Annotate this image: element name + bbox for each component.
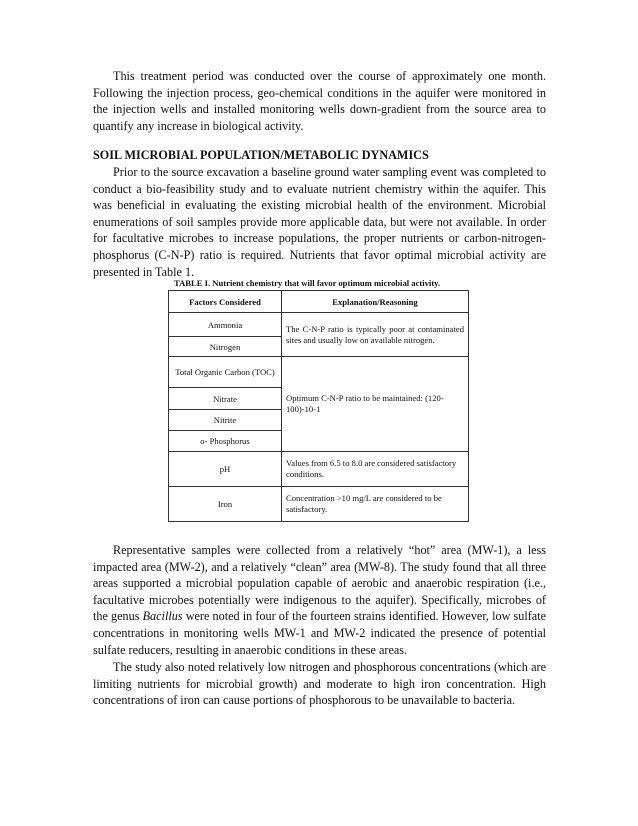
factor-cell: Total Organic Carbon (TOC): [169, 357, 282, 388]
factor-cell: Nitrite: [169, 410, 282, 431]
table-header-factors: Factors Considered: [169, 291, 282, 313]
factor-cell: Ammonia: [169, 313, 282, 337]
table-row: [169, 357, 469, 388]
results-section: [93, 542, 546, 658]
factor-cell: o- Phosphorus: [169, 431, 282, 452]
factor-cell: Iron: [169, 487, 282, 522]
nutrient-table: [168, 290, 469, 522]
genus-name: Bacillus: [142, 609, 183, 624]
section-paragraph: Prior to the source excavation a baseline ground water sampling event was completed to conduct a bio-feasibility study and to evaluate nutrient chemistry within the aquifer. This was beneficial in evaluating the existing microbial health of the environment. Microbial enumerations of soil samples provide more applicable data, but were not available. In order for facultative microbes to increase populations, the proper nutrients or carbon-nitrogen-phosphorus (C-N-P) ratio is required. Nutrients that favor optimal microbial activity are presented in Table 1.: [93, 164, 546, 279]
results-paragraph: [93, 542, 546, 658]
intro-paragraph: This treatment period was conducted over the course of approximately one month. Following the injection process, geo-chemical conditions in the aquifer were monitored in the injection wells and installed monitoring wells down-gradient from the source area to quantify any increase in biological activity.: [93, 69, 546, 133]
table-row: [169, 313, 469, 337]
factor-cell: Nitrate: [169, 388, 282, 410]
results-text-a: Representative samples were collected from a relatively “hot” area (MW-1), a less impacted area (MW-2), and a relatively “clean” area (MW-8). The study found that all three areas supported a microbial population capable of aerobic and anaerobic respiration (i.e., facultative microbes potentially were indigenous to the aquifer). Specifically, microbes of the genus: [93, 543, 546, 624]
table-caption: TABLE I. Nutrient chemistry that will favor optimum microbial activity.: [174, 278, 441, 288]
factor-cell: Nitrogen: [169, 337, 282, 357]
table-header-explanation: Explanation/Reasoning: [282, 291, 469, 313]
explanation-cell: The C-N-P ratio is typically poor at contaminated sites and usually low on available nitrogen.: [282, 313, 469, 357]
table-header-row: [169, 291, 469, 313]
explanation-cell: Values from 6.5 to 8.0 are considered satisfactory conditions.: [282, 452, 469, 487]
table-row: [169, 487, 469, 522]
section-heading: SOIL MICROBIAL POPULATION/METABOLIC DYNAMICS: [93, 148, 429, 163]
explanation-cell: Optimum C-N-P ratio to be maintained: (120-100)-10-1: [282, 357, 469, 452]
results-text-b: were noted in four of the fourteen strains identified. However, low sulfate concentrations in monitoring wells MW-1 and MW-2 indicated the presence of potential sulfate reducers, resulting in anaerobic conditions in these areas.: [93, 609, 546, 657]
explanation-cell: Concentration >10 mg/L are considered to be satisfactory.: [282, 487, 469, 522]
final-paragraph: The study also noted relatively low nitrogen and phosphorous concentrations (which are limiting nutrients for microbial growth) and moderate to high iron concentration. High concentrations of iron can cause portions of phosphorous to be unavailable to bacteria.: [93, 660, 546, 708]
factor-cell: pH: [169, 452, 282, 487]
table-row: [169, 452, 469, 487]
final-section: [93, 659, 546, 709]
page-body: [93, 68, 546, 280]
